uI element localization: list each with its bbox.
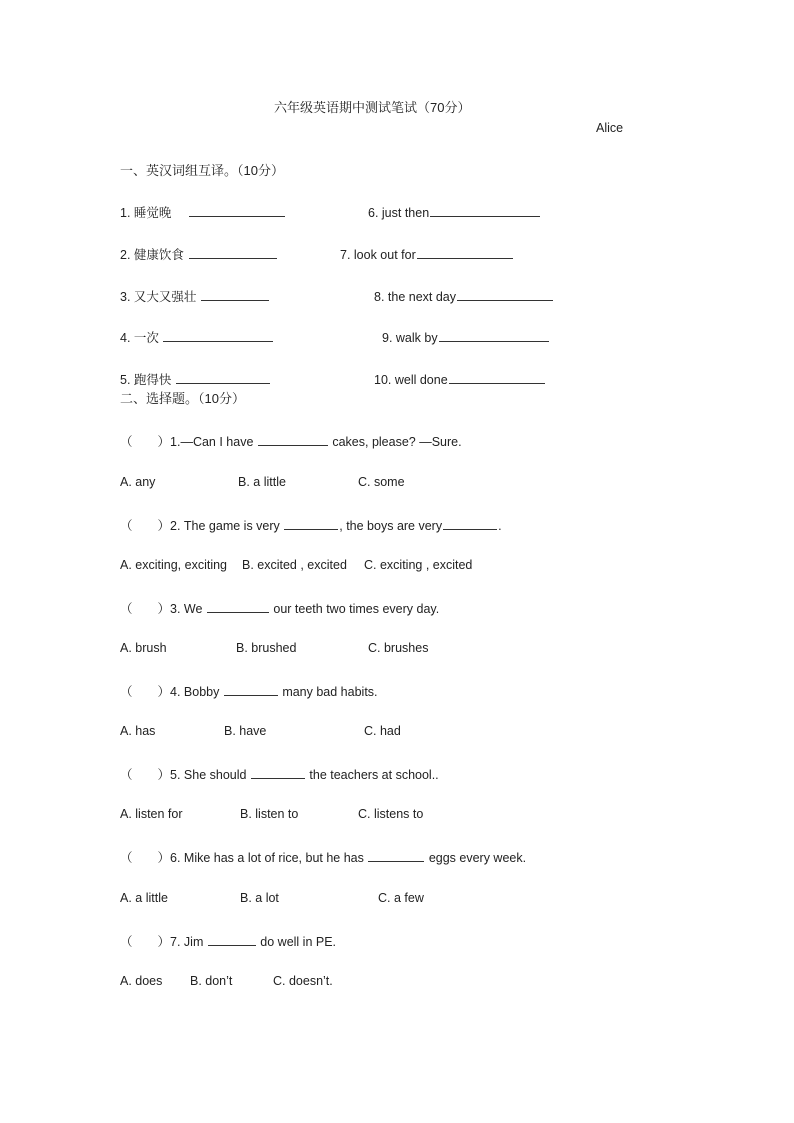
answer-paren[interactable]: （ ） bbox=[120, 768, 171, 782]
author-name: Alice bbox=[596, 121, 624, 135]
option-c[interactable]: C. brushes bbox=[368, 641, 429, 655]
option-b[interactable]: B. don’t bbox=[190, 974, 233, 988]
section-2-heading: 二、选择题。（10分） bbox=[120, 391, 245, 406]
answer-blank[interactable] bbox=[189, 205, 285, 217]
vocab-item-8: 8. the next day bbox=[374, 289, 554, 304]
question-blank[interactable] bbox=[207, 601, 269, 613]
option-a[interactable]: A. exciting, exciting bbox=[120, 558, 227, 572]
question-blank[interactable] bbox=[258, 434, 328, 446]
question-1: （ ）1.—Can I have cakes, please? —Sure. bbox=[120, 435, 462, 449]
vocab-item-4: 4. 一次 bbox=[120, 330, 274, 345]
vocab-item-10: 10. well done bbox=[374, 372, 546, 387]
answer-blank[interactable] bbox=[439, 330, 549, 342]
question-blank[interactable] bbox=[443, 518, 497, 530]
question-blank[interactable] bbox=[368, 850, 424, 862]
answer-blank[interactable] bbox=[189, 247, 277, 259]
vocab-item-3: 3. 又大又强壮 bbox=[120, 289, 270, 304]
option-b[interactable]: B. listen to bbox=[240, 807, 299, 821]
vocab-item-9: 9. walk by bbox=[382, 330, 550, 345]
question-2: （ ）2. The game is very , the boys are very . bbox=[120, 519, 502, 533]
section-1-heading: 一、英汉词组互译。（10分） bbox=[120, 163, 284, 178]
page-title: 六年级英语期中测试笔试（70分） bbox=[274, 100, 471, 115]
vocab-item-6: 6. just then bbox=[368, 205, 541, 220]
option-a[interactable]: A. a little bbox=[120, 891, 168, 905]
question-6: （ ）6. Mike has a lot of rice, but he has eggs every week. bbox=[120, 851, 527, 865]
option-a[interactable]: A. brush bbox=[120, 641, 167, 655]
option-a[interactable]: A. any bbox=[120, 475, 156, 489]
answer-paren[interactable]: （ ） bbox=[120, 602, 171, 616]
option-c[interactable]: C. listens to bbox=[358, 807, 424, 821]
question-blank[interactable] bbox=[208, 934, 256, 946]
vocab-item-1: 1. 睡觉晚 bbox=[120, 205, 286, 220]
option-c[interactable]: C. some bbox=[358, 475, 405, 489]
answer-blank[interactable] bbox=[176, 372, 270, 384]
question-7: （ ）7. Jim do well in PE. bbox=[120, 935, 337, 949]
answer-paren[interactable]: （ ） bbox=[120, 519, 171, 533]
question-blank[interactable] bbox=[284, 518, 338, 530]
answer-paren[interactable]: （ ） bbox=[120, 685, 171, 699]
option-c[interactable]: C. doesn’t. bbox=[273, 974, 333, 988]
option-b[interactable]: B. have bbox=[224, 724, 267, 738]
option-c[interactable]: C. a few bbox=[378, 891, 424, 905]
option-b[interactable]: B. a little bbox=[238, 475, 286, 489]
answer-paren[interactable]: （ ） bbox=[120, 435, 171, 449]
vocab-item-7: 7. look out for bbox=[340, 247, 514, 262]
question-5: （ ）5. She should the teachers at school.. bbox=[120, 768, 439, 782]
option-c[interactable]: C. had bbox=[364, 724, 401, 738]
question-4: （ ）4. Bobby many bad habits. bbox=[120, 685, 378, 699]
option-c[interactable]: C. exciting , excited bbox=[364, 558, 473, 572]
option-b[interactable]: B. a lot bbox=[240, 891, 279, 905]
vocab-item-5: 5. 跑得快 bbox=[120, 372, 271, 387]
question-blank[interactable] bbox=[224, 684, 278, 696]
answer-blank[interactable] bbox=[417, 247, 513, 259]
answer-blank[interactable] bbox=[201, 289, 269, 301]
option-a[interactable]: A. has bbox=[120, 724, 156, 738]
option-a[interactable]: A. does bbox=[120, 974, 163, 988]
question-3: （ ）3. We our teeth two times every day. bbox=[120, 602, 440, 616]
option-a[interactable]: A. listen for bbox=[120, 807, 183, 821]
question-blank[interactable] bbox=[251, 767, 305, 779]
answer-blank[interactable] bbox=[457, 289, 553, 301]
answer-blank[interactable] bbox=[430, 205, 540, 217]
answer-paren[interactable]: （ ） bbox=[120, 851, 171, 865]
answer-blank[interactable] bbox=[449, 372, 545, 384]
answer-blank[interactable] bbox=[163, 330, 273, 342]
vocab-item-2: 2. 健康饮食 bbox=[120, 247, 278, 262]
option-b[interactable]: B. brushed bbox=[236, 641, 297, 655]
answer-paren[interactable]: （ ） bbox=[120, 935, 171, 949]
option-b[interactable]: B. excited , excited bbox=[242, 558, 347, 572]
